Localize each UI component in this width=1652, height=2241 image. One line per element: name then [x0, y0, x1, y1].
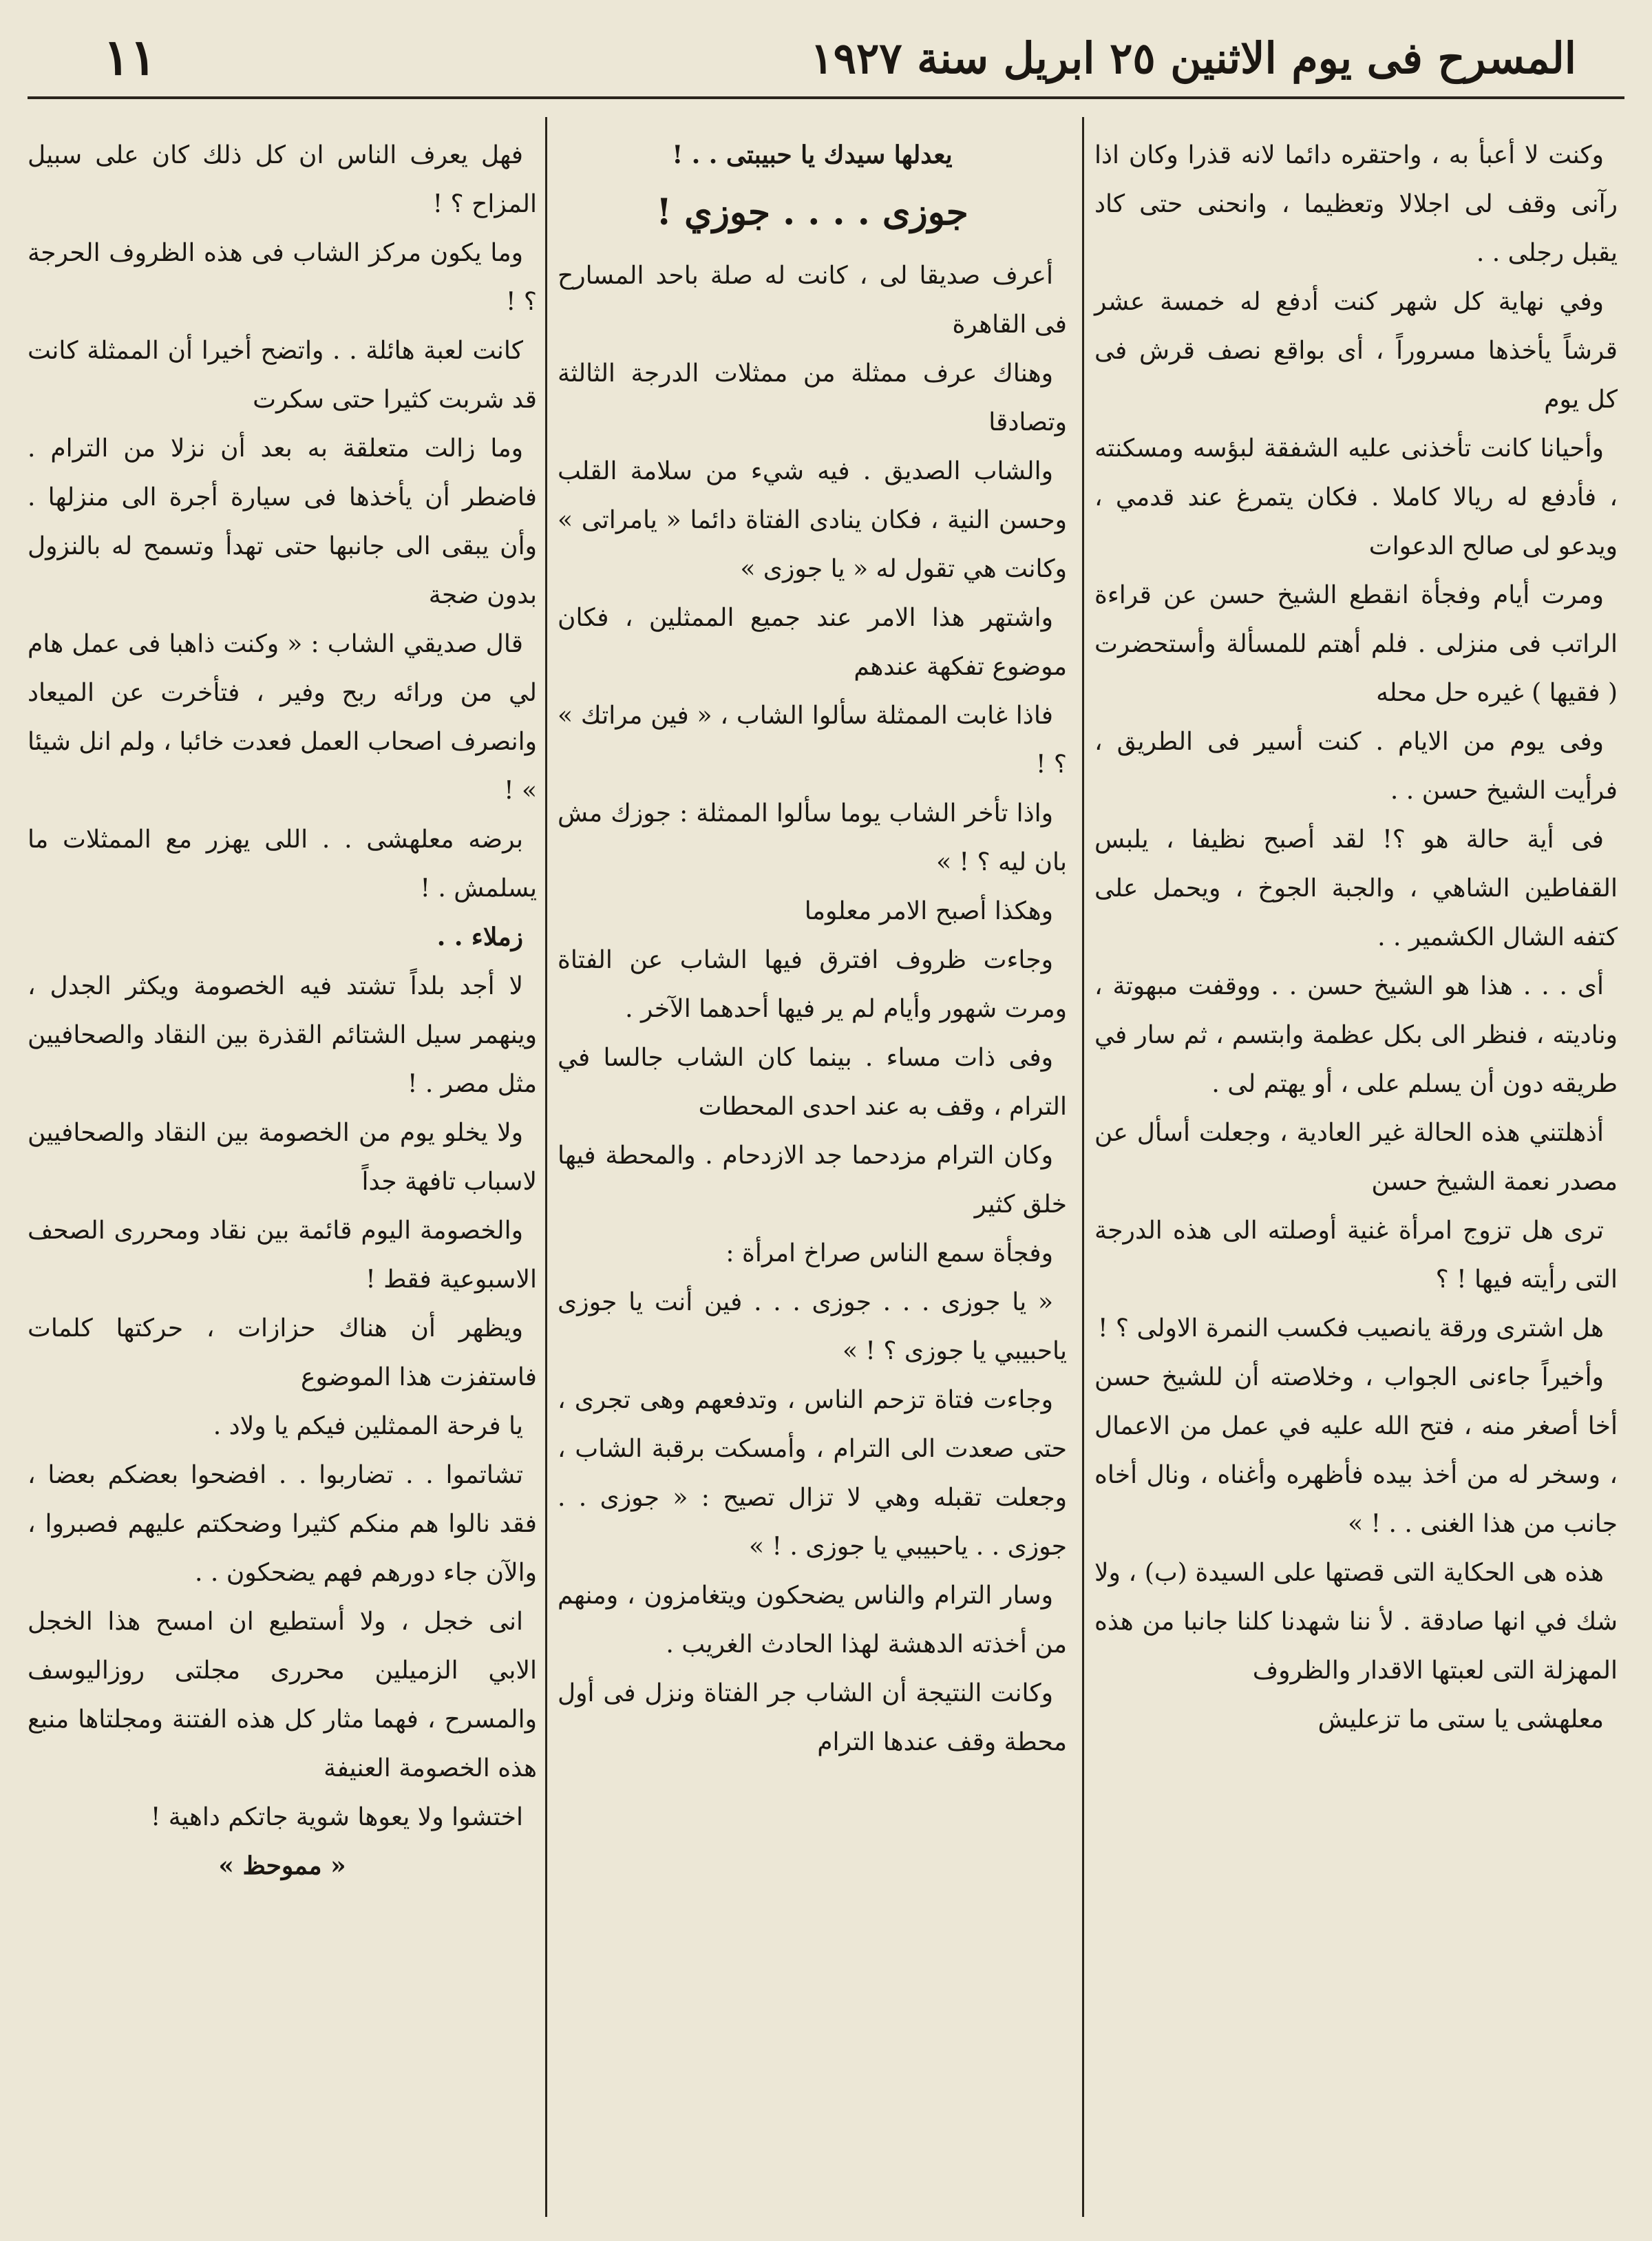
- paragraph: وما يكون مركز الشاب فى هذه الظروف الحرجة ؟ !: [28, 239, 537, 316]
- column-left: [28, 131, 537, 1891]
- paragraph: وجاءت ظروف افترق فيها الشاب عن الفتاة ومرت شهور وأيام لم ير فيها أحدهما الآخر .: [558, 946, 1067, 1023]
- paragraph: كانت لعبة هائلة . . واتضح أخيرا أن الممثلة كانت قد شربت كثيرا حتى سكرت: [28, 337, 537, 414]
- paragraph: لا أجد بلداً تشتد فيه الخصومة ويكثر الجدل ، وينهمر سيل الشتائم القذرة بين النقاد والصحافيين مثل مصر . !: [28, 972, 537, 1098]
- paragraph: والشاب الصديق . فيه شيء من سلامة القلب وحسن النية ، فكان ينادى الفتاة دائما « يامراتى » وكانت هي تقول له « يا جوزى »: [558, 457, 1067, 583]
- paragraph: يا فرحة الممثلين فيكم يا ولاد .: [213, 1412, 523, 1440]
- article-title: جوزى . . . . جوزي !: [656, 191, 968, 233]
- section-subheading: زملاء . .: [436, 923, 523, 951]
- paragraph: فى أية حالة هو ؟! لقد أصبح نظيفا ، يلبس القفاطين الشاهي ، والجبة الجوخ ، ويحمل على كتفه الشال الكشمير . .: [1094, 825, 1618, 951]
- paragraph: أذهلتني هذه الحالة غير العادية ، وجعلت أسأل عن مصدر نعمة الشيخ حسن: [1094, 1119, 1618, 1196]
- paragraph: معلهشى يا ستى ما تزعليش: [1317, 1705, 1604, 1734]
- paragraph: هل اشترى ورقة يانصيب فكسب النمرة الاولى ؟ !: [1098, 1314, 1604, 1343]
- paragraph: انى خجل ، ولا أستطيع ان امسح هذا الخجل الابي الزميلين محررى مجلتى روزاليوسف والمسرح ، فهما مثار كل هذه الفتنة ومجلتاها منبع هذه الخصومة العنيفة: [28, 1608, 537, 1782]
- paragraph: ولا يخلو يوم من الخصومة بين النقاد والصحافيين لاسباب تافهة جداً: [28, 1119, 537, 1196]
- paragraph: ترى هل تزوج امرأة غنية أوصلته الى هذه الدرجة التى رأيته فيها ! ؟: [1094, 1217, 1618, 1294]
- paragraph: وكانت النتيجة أن الشاب جر الفتاة ونزل فى أول محطة وقف عندها الترام: [558, 1679, 1067, 1756]
- paragraph: واذا تأخر الشاب يوما سألوا الممثلة : جوزك مش بان ليه ؟ ! »: [558, 799, 1067, 876]
- paragraph: فاذا غابت الممثلة سألوا الشاب ، « فين مراتك » ؟ !: [558, 702, 1067, 779]
- paragraph: وكان الترام مزدحما جد الازدحام . والمحطة فيها خلق كثير: [558, 1141, 1067, 1219]
- paragraph: وكنت لا أعبأ به ، واحتقره دائما لانه قذرا وكان اذا رآنى وقف لى اجلالا وتعظيما ، وانحنى حتى كاد يقبل رجلى . .: [1094, 141, 1618, 267]
- paragraph: وأخيراً جاءنى الجواب ، وخلاصته أن للشيخ حسن أخا أصغر منه ، فتح الله عليه في عمل من الاعمال ، وسخر له من أخذ بيده فأظهره وأغناه ، ونال أخاه جانب من هذا الغنى . . ! »: [1094, 1363, 1618, 1538]
- paragraph: « يا جوزى . . . جوزى . . . فين أنت يا جوزى ياحبيبي يا جوزى ؟ ! »: [558, 1288, 1067, 1365]
- header-title: المسرح فى يوم الاثنين ٢٥ ابريل سنة ١٩٢٧: [810, 33, 1576, 83]
- paragraph: واشتهر هذا الامر عند جميع الممثلين ، فكان موضوع تفكهة عندهم: [558, 604, 1067, 681]
- column-heading: يعدلها سيدك يا حبيبتى . . !: [672, 140, 953, 169]
- column-middle: [558, 131, 1067, 1767]
- column-rule: [545, 117, 547, 2217]
- page-header: [28, 21, 1624, 99]
- paragraph: وهناك عرف ممثلة من ممثلات الدرجة الثالثة وتصادقا: [558, 359, 1067, 436]
- paragraph: ومرت أيام وفجأة انقطع الشيخ حسن عن قراءة الراتب فى منزلى . فلم أهتم للمسألة وأستحضرت ( فقيها ) غيره حل محله: [1094, 581, 1618, 707]
- paragraph: وفجأة سمع الناس صراخ امرأة :: [726, 1239, 1053, 1267]
- paragraph: وفى ذات مساء . بينما كان الشاب جالسا في الترام ، وقف به عند احدى المحطات: [558, 1044, 1067, 1121]
- column-right: [1094, 131, 1618, 1744]
- paragraph: وسار الترام والناس يضحكون ويتغامزون ، ومنهم من أخذته الدهشة لهذا الحادث الغريب .: [558, 1581, 1067, 1659]
- paragraph: وجاءت فتاة تزحم الناس ، وتدفعهم وهى تجرى ، حتى صعدت الى الترام ، وأمسكت برقبة الشاب ، وجعلت تقبله وهي لا تزال تصيح : « جوزى . . جوزى . . ياحبيبي يا جوزى . ! »: [558, 1386, 1067, 1561]
- column-rule: [1082, 117, 1084, 2217]
- paragraph: وما زالت متعلقة به بعد أن نزلا من الترام . فاضطر أن يأخذها فى سيارة أجرة الى منزلها . وأن يبقى الى جانبها حتى تهدأ وتسمح له بالنزول بدون ضجة: [28, 434, 537, 609]
- paragraph: أعرف صديقا لى ، كانت له صلة باحد المسارح فى القاهرة: [558, 262, 1067, 339]
- paragraph: فهل يعرف الناس ان كل ذلك كان على سبيل المزاح ؟ !: [28, 141, 537, 218]
- paragraph: اختشوا ولا يعوها شوية جاتكم داهية !: [150, 1803, 523, 1831]
- signature: « مموحظ »: [218, 1851, 346, 1880]
- paragraph: قال صديقي الشاب : « وكنت ذاهبا فى عمل هام لي من ورائه ربح وفير ، فتأخرت عن الميعاد وانصرف اصحاب العمل فعدت خائبا ، ولم انل شيئا » !: [28, 630, 537, 805]
- page-number: ١١: [103, 28, 157, 86]
- paragraph: وفي نهاية كل شهر كنت أدفع له خمسة عشر قرشاً يأخذها مسروراً ، أى بواقع نصف قرش فى كل يوم: [1094, 288, 1618, 414]
- paragraph: هذه هى الحكاية التى قصتها على السيدة (ب) ، ولا شك في انها صادقة . لأ ننا شهدنا كلنا جانبا من هذه المهزلة التى لعبتها الاقدار والظروف: [1094, 1559, 1618, 1685]
- paragraph: أى . . . هذا هو الشيخ حسن . . ووقفت مبهوتة ، وناديته ، فنظر الى بكل عظمة وابتسم ، ثم سار في طريقه دون أن يسلم على ، أو يهتم لى .: [1094, 972, 1618, 1098]
- paragraph: ويظهر أن هناك حزازات ، حركتها كلمات فاستفزت هذا الموضوع: [28, 1314, 537, 1391]
- paragraph: وهكذا أصبح الامر معلوما: [804, 897, 1053, 925]
- paragraph: برضه معلهشى . . اللى يهزر مع الممثلات ما يسلمش . !: [28, 825, 537, 903]
- paragraph: وأحيانا كانت تأخذنى عليه الشفقة لبؤسه ومسكنته ، فأدفع له ريالا كاملا . فكان يتمرغ عند قدمي ، ويدعو لى صالح الدعوات: [1094, 434, 1618, 560]
- paragraph: تشاتموا . . تضاربوا . . افضحوا بعضكم بعضا ، فقد نالوا هم منكم كثيرا وضحكتم عليهم فصبروا ، والآن جاء دورهم فهم يضحكون . .: [28, 1461, 537, 1587]
- paragraph: والخصومة اليوم قائمة بين نقاد ومحررى الصحف الاسبوعية فقط !: [28, 1217, 537, 1294]
- paragraph: وفى يوم من الايام . كنت أسير فى الطريق ، فرأيت الشيخ حسن . .: [1094, 728, 1618, 805]
